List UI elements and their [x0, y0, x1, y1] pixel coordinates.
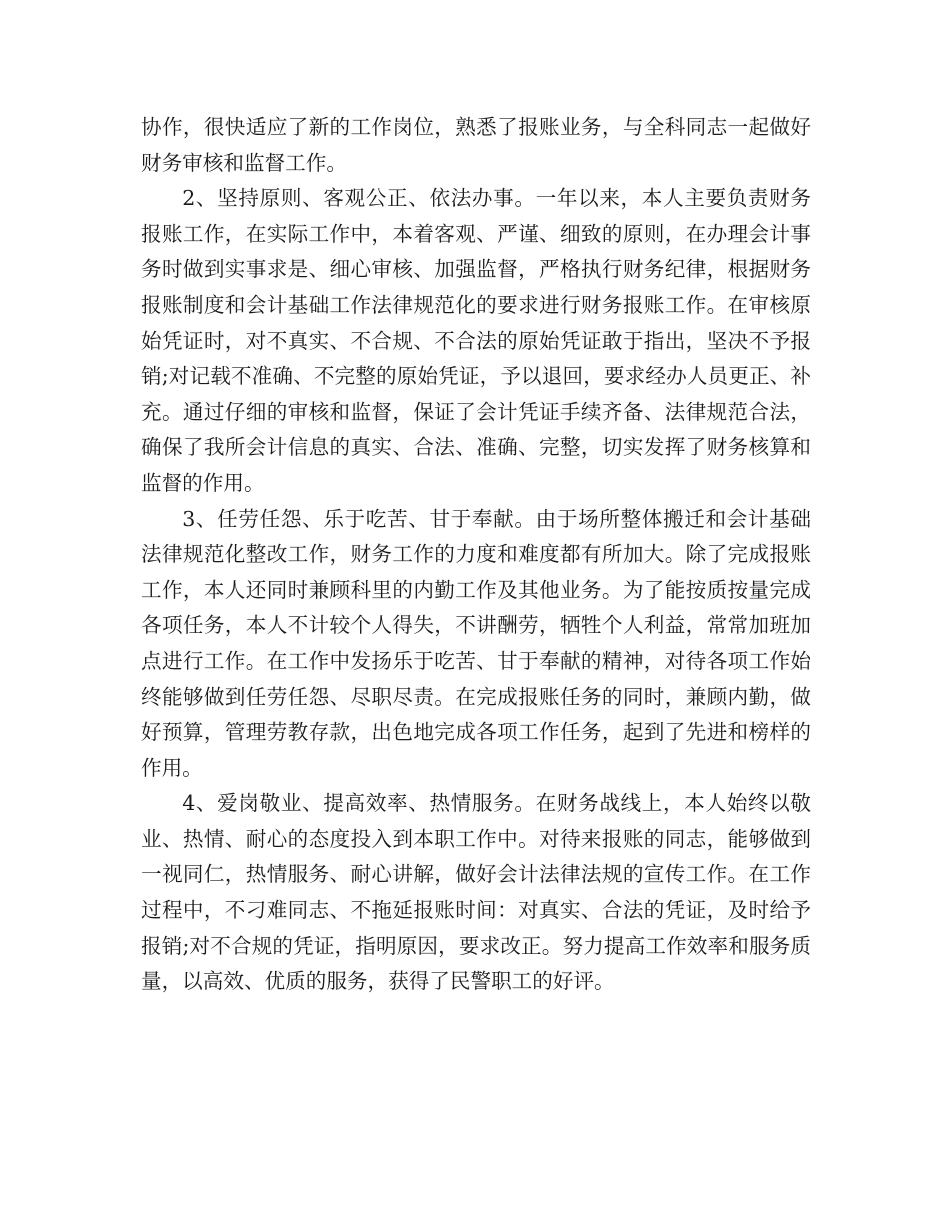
- paragraph-item-3: 3、任劳任怨、乐于吃苦、甘于奉献。由于场所整体搬迁和会计基础法律规范化整改工作，财务工作的力度和难度都有所加大。除了完成报账工作，本人还同时兼顾科里的内勤工作及其他业务。为了能按质按量完成各项任务，本人不计较个人得失，不讲酬劳，牺牲个人利益，常常加班加点进行工作。在工作中发扬乐于吃苦、甘于奉献的精神，对待各项工作始终能够做到任劳任怨、尽职尽责。在完成报账任务的同时，兼顾内勤，做好预算，管理劳教存款，出色地完成各项工作任务，起到了先进和榜样的作用。: [141, 506, 811, 780]
- document-body: [141, 110, 811, 1000]
- paragraph-continuation: 协作，很快适应了新的工作岗位，熟悉了报账业务，与全科同志一起做好财务审核和监督工作。: [141, 115, 811, 175]
- paragraph-item-4: 4、爱岗敬业、提高效率、热情服务。在财务战线上，本人始终以敬业、热情、耐心的态度投入到本职工作中。对待来报账的同志，能够做到一视同仁，热情服务、耐心讲解，做好会计法律法规的宣传工作。在工作过程中，不刁难同志、不拖延报账时间：对真实、合法的凭证，及时给予报销;对不合规的凭证，指明原因，要求改正。努力提高工作效率和服务质量，以高效、优质的服务，获得了民警职工的好评。: [141, 791, 811, 994]
- paragraph-item-2: 2、坚持原则、客观公正、依法办事。一年以来，本人主要负责财务报账工作，在实际工作中，本着客观、严谨、细致的原则，在办理会计事务时做到实事求是、细心审核、加强监督，严格执行财务纪律，根据财务报账制度和会计基础工作法律规范化的要求进行财务报账工作。在审核原始凭证时，对不真实、不合规、不合法的原始凭证敢于指出，坚决不予报销;对记载不准确、不完整的原始凭证，予以退回，要求经办人员更正、补充。通过仔细的审核和监督，保证了会计凭证手续齐备、法律规范合法，确保了我所会计信息的真实、合法、准确、完整，切实发挥了财务核算和监督的作用。: [141, 186, 811, 495]
